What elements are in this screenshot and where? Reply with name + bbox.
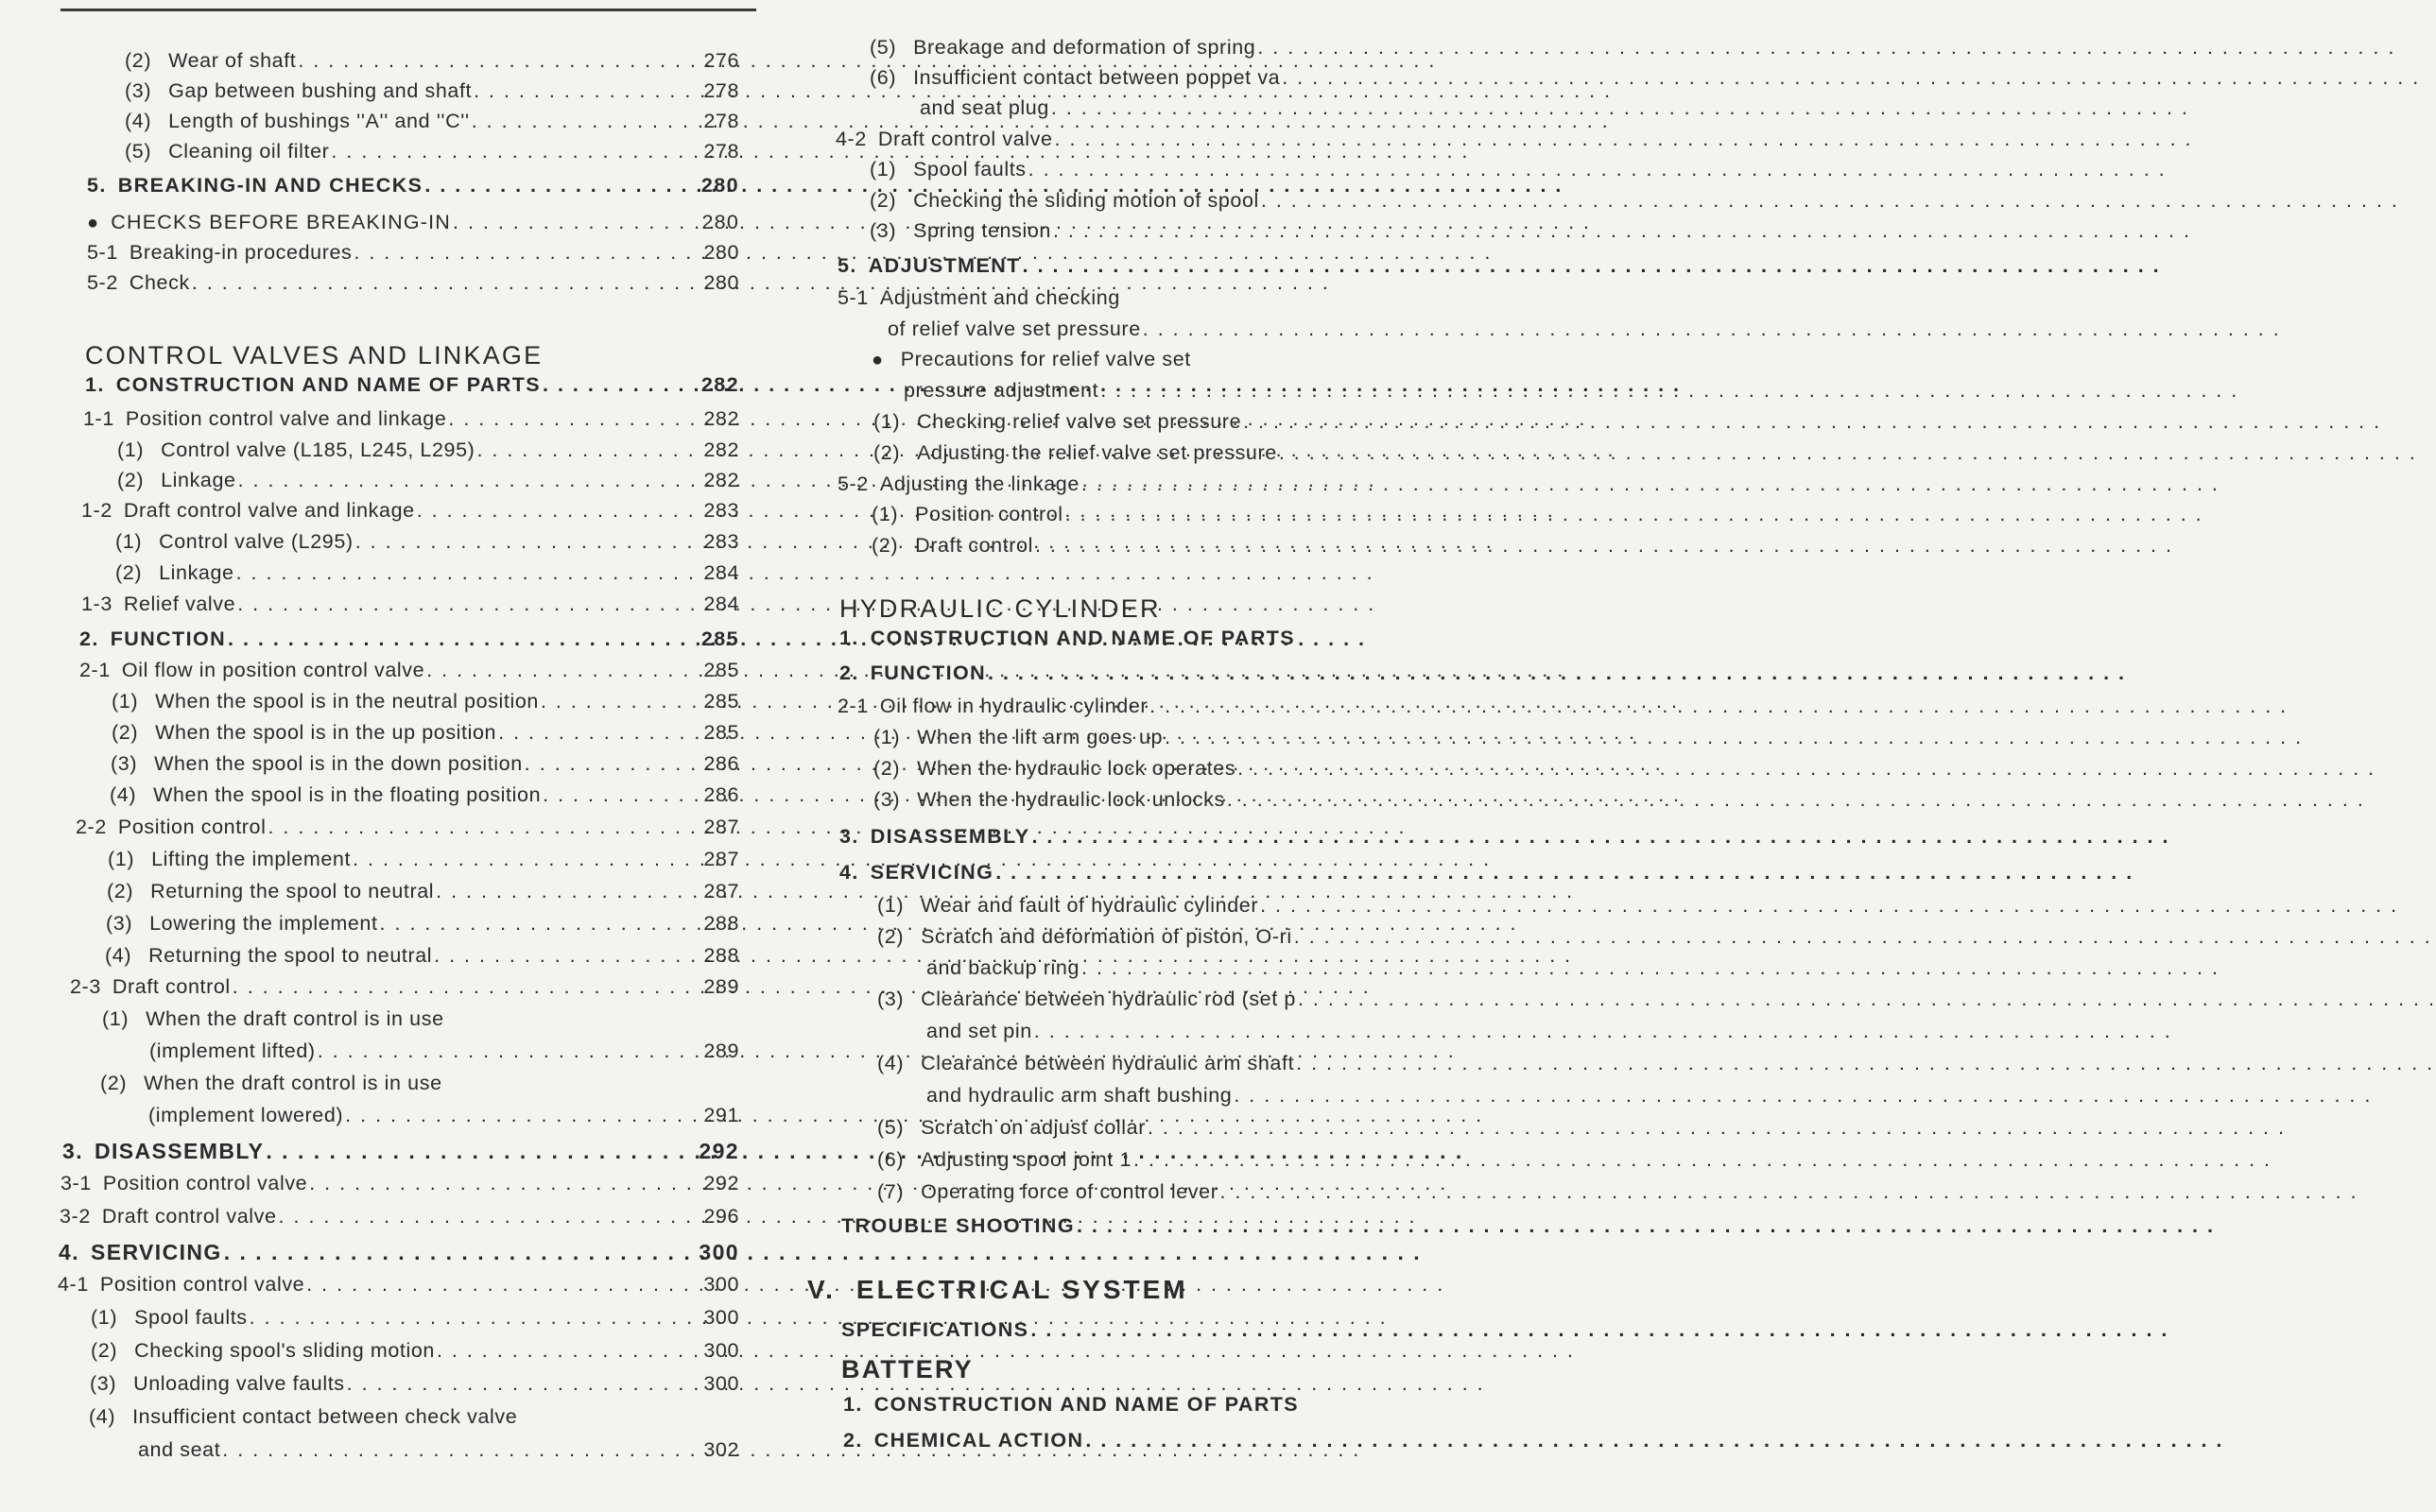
toc-entry: (5) Cleaning oil filter . . . 278 xyxy=(125,140,739,164)
toc-section: SPECIFICATIONS . . . xyxy=(841,1318,1388,1343)
toc-section: 1. CONSTRUCTION AND NAME OF PARTS . . . 282 xyxy=(85,373,739,398)
chapter-title: HYDRAULIC CYLINDER xyxy=(839,594,1161,623)
toc-section: 3. DISASSEMBLY . . . 292 xyxy=(62,1139,739,1165)
right-toc-column xyxy=(807,0,1350,1512)
toc-entry: 5-1 Adjustment and checking xyxy=(838,286,1120,309)
toc-entry: (4) Returning the spool to neutral . . . 288 xyxy=(105,944,739,969)
chapter-title: CONTROL VALVES AND LINKAGE xyxy=(85,341,544,369)
toc-entry: (2) Linkage . . . 282 xyxy=(117,469,739,493)
toc-entry: (5) Scratch on adjust collar . . . xyxy=(877,1116,1388,1141)
toc-entry: 4-1 Position control valve . . . 300 xyxy=(58,1273,739,1297)
toc-entry: and backup ring . . . xyxy=(926,956,1388,981)
toc-entry: (6) Insufficient contact between poppet va . . . xyxy=(870,66,1388,91)
toc-entry: 1-1 Position control valve and linkage . . . 282 xyxy=(83,407,739,432)
toc-entry: ● CHECKS BEFORE BREAKING-IN . . . 280 xyxy=(87,211,739,235)
toc-entry: (7) Operating force of control lever . . . xyxy=(877,1180,1388,1205)
toc-entry: and hydraulic arm shaft bushing . . . xyxy=(926,1084,1388,1108)
toc-entry: 2-2 Position control . . . 287 xyxy=(76,816,739,840)
toc-section: 3. DISASSEMBLY . . . xyxy=(839,825,1388,850)
toc-entry: (1) Lifting the implement . . . 287 xyxy=(108,848,739,872)
toc-entry: (2) Linkage . . . 284 xyxy=(115,561,739,586)
toc-entry: 2-1 Oil flow in hydraulic cylinder . . . xyxy=(838,695,1388,719)
toc-section: 1. CONSTRUCTION AND NAME OF PARTS xyxy=(843,1393,1300,1416)
toc-section: 4. SERVICING . . . xyxy=(839,861,1388,885)
toc-entry: (2) Draft control . . . xyxy=(872,534,1388,558)
toc-entry: (implement lifted) . . . 289 xyxy=(149,1040,739,1064)
toc-entry: (2) When the draft control is in use xyxy=(100,1072,442,1094)
toc-entry: (2) Wear of shaft . . . 276 xyxy=(125,49,739,74)
chapter-title: BATTERY xyxy=(841,1355,974,1383)
toc-entry: (4) Length of bushings ''A'' and ''C'' . . . 278 xyxy=(125,110,739,134)
toc-entry: pressure adjustment . . . xyxy=(904,379,1388,404)
toc-entry: (2) When the spool is in the up position . . . 285 xyxy=(112,721,739,746)
toc-section: 4. SERVICING . . . 300 xyxy=(59,1240,739,1266)
toc-entry: (2) Checking the sliding motion of spool . . . xyxy=(870,189,1388,214)
toc-entry: (3) When the spool is in the down position . . . 286 xyxy=(111,752,739,777)
toc-entry: (3) Gap between bushing and shaft . . . 278 xyxy=(125,79,739,104)
toc-entry: 2-1 Oil flow in position control valve . . . 285 xyxy=(79,659,739,683)
toc-section: 5. ADJUSTMENT . . . xyxy=(838,254,1388,279)
toc-entry: (1) When the lift arm goes up . . . xyxy=(873,726,1388,750)
toc-entry: 2-3 Draft control . . . 289 xyxy=(70,975,739,1000)
toc-entry: (4) Insufficient contact between check valve xyxy=(89,1405,518,1428)
toc-entry: 5-2 Adjusting the linkage . . . xyxy=(838,472,1388,497)
toc-entry: 3-2 Draft control valve . . . 296 xyxy=(60,1205,739,1229)
toc-entry: (4) When the spool is in the floating position . . . 286 xyxy=(110,783,739,808)
toc-section: 2. CHEMICAL ACTION . . . xyxy=(843,1429,1388,1453)
toc-entry: (1) Control valve (L185, L245, L295) . . . 282 xyxy=(117,438,739,463)
toc-entry: 1-2 Draft control valve and linkage . . . 283 xyxy=(81,499,739,524)
toc-entry: ● Precautions for relief valve set xyxy=(872,348,1191,370)
toc-entry: 5-1 Breaking-in procedures . . . 280 xyxy=(87,241,739,266)
toc-entry: 1-3 Relief valve . . . 284 xyxy=(81,593,739,617)
toc-section: 2. FUNCTION . . . xyxy=(839,662,1388,686)
toc-entry: and set pin . . . xyxy=(926,1020,1388,1044)
toc-entry: and seat . . . 302 xyxy=(138,1438,739,1463)
toc-entry: (3) Spring tension . . . xyxy=(870,219,1388,244)
toc-entry: (2) Checking spool's sliding motion . . . 300 xyxy=(91,1339,739,1364)
toc-entry: (1) Control valve (L295) . . . 283 xyxy=(115,530,739,555)
toc-section: TROUBLE SHOOTING . . . xyxy=(841,1214,1388,1239)
toc-entry: (5) Breakage and deformation of spring . . . xyxy=(870,36,1388,60)
toc-entry: (1) Position control . . . xyxy=(872,503,1388,527)
toc-entry: of relief valve set pressure . . . xyxy=(888,318,1388,342)
toc-section: 1. CONSTRUCTION AND NAME OF PARTS xyxy=(839,627,1296,649)
toc-entry: (1) Spool faults . . . xyxy=(870,158,1388,182)
toc-entry: (6) Adjusting spool joint 1 . . . xyxy=(877,1148,1388,1173)
toc-entry: (2) Returning the spool to neutral . . . 287 xyxy=(107,880,739,904)
toc-section: 5. BREAKING-IN AND CHECKS . . . 280 xyxy=(87,174,739,198)
toc-entry: (2) When the hydraulic lock operates . . . xyxy=(873,757,1388,782)
toc-entry: (3) Clearance between hydraulic rod (set p . . . xyxy=(877,988,1388,1012)
toc-entry: 4-2 Draft control valve . . . xyxy=(836,128,1388,152)
toc-section: 2. FUNCTION . . . 285 xyxy=(79,627,739,652)
toc-entry: 3-1 Position control valve . . . 292 xyxy=(60,1172,739,1196)
toc-entry: (1) When the draft control is in use xyxy=(102,1007,444,1030)
toc-entry: (3) When the hydraulic lock unlocks . . . xyxy=(873,788,1388,813)
top-rule xyxy=(60,9,756,11)
toc-entry: (1) Checking relief valve set pressure . . . xyxy=(873,410,1388,435)
part-title: V. ELECTRICAL SYSTEM xyxy=(807,1275,1188,1304)
toc-entry: and seat plug . . . xyxy=(920,96,1388,121)
toc-entry: (1) Wear and fault of hydraulic cylinder . . . xyxy=(877,894,1388,919)
toc-entry: (3) Lowering the implement . . . 288 xyxy=(106,912,739,936)
toc-entry: (implement lowered) . . . 291 xyxy=(148,1104,739,1128)
toc-entry: (2) Scratch and deformation of piston, O-ri . . . xyxy=(877,925,1388,950)
toc-entry: (1) Spool faults . . . 300 xyxy=(91,1306,739,1331)
toc-entry: 5-2 Check . . . 280 xyxy=(87,271,739,296)
toc-entry: (2) Adjusting the relief valve set pressure . . . xyxy=(873,441,1388,466)
toc-entry: (3) Unloading valve faults . . . 300 xyxy=(90,1372,739,1397)
toc-entry: (4) Clearance between hydraulic arm shaft . . . xyxy=(877,1052,1388,1076)
toc-entry: (1) When the spool is in the neutral position . . . 285 xyxy=(112,690,739,714)
